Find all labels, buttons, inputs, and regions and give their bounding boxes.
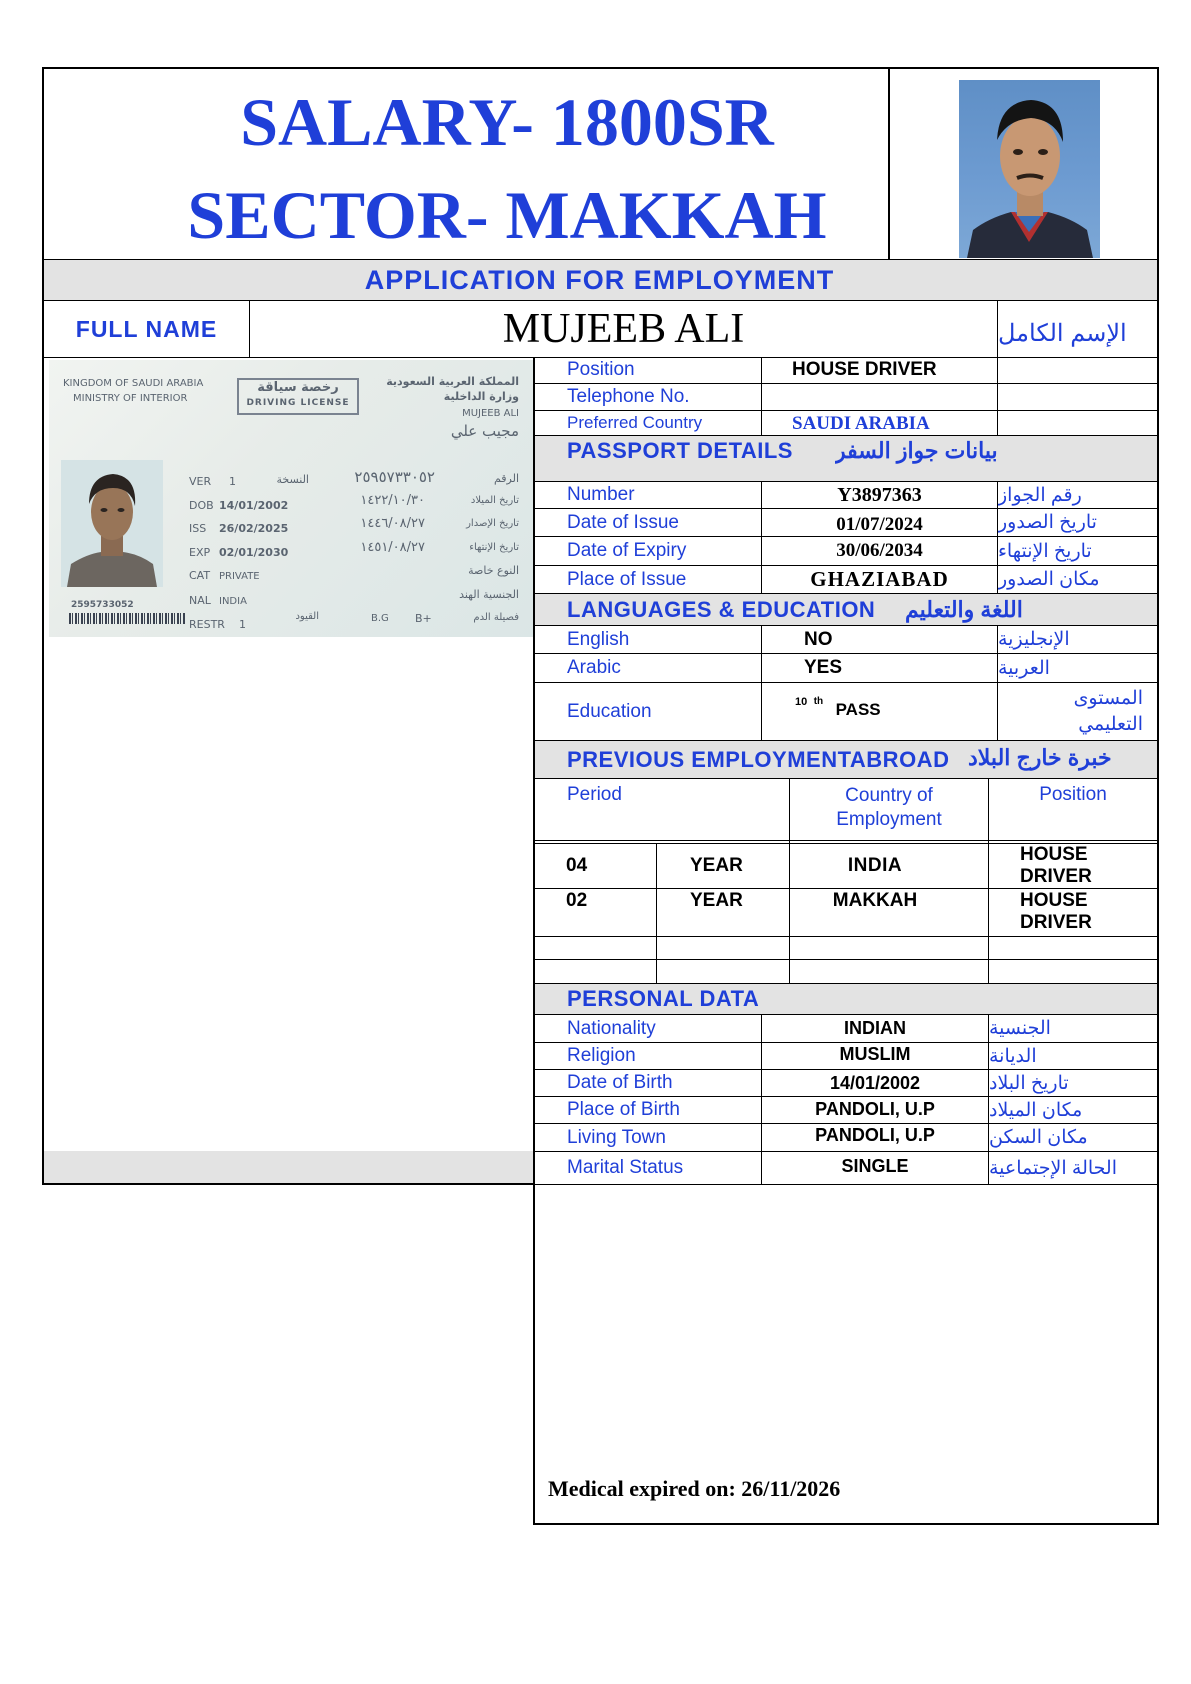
license-dob: 14/01/2002 xyxy=(219,498,289,512)
telephone-label: Telephone No. xyxy=(567,386,690,407)
marital-status-label-ar: الحالة الإجتماعية xyxy=(989,1157,1117,1179)
living-town-label: Living Town xyxy=(567,1126,666,1148)
driving-license-image xyxy=(49,360,533,637)
issue-place-label-ar: مكان الصدور xyxy=(998,569,1100,590)
medical-expiry-note: Medical expired on: 26/11/2026 xyxy=(548,1476,841,1501)
issue-place-value: GHAZIABAD xyxy=(810,567,949,591)
full-name-label: FULL NAME xyxy=(75,315,218,342)
country-label: Preferred Country xyxy=(567,413,703,432)
license-name: MUJEEB ALI xyxy=(462,408,519,419)
employment-row-2-unit: YEAR xyxy=(690,890,743,911)
religion-label: Religion xyxy=(567,1045,636,1066)
education-value xyxy=(795,696,995,724)
salary-heading: SALARY- 1800SR xyxy=(240,84,774,160)
country-column-header-line2: Employment xyxy=(836,809,942,830)
full-name-label-ar: الإسم الكامل xyxy=(998,320,1127,347)
license-exp-hijri: ١٤٥١/٠٨/٢٧ xyxy=(360,540,425,555)
passport-section-title-ar: بيانات جواز السفر xyxy=(835,438,998,463)
living-town-label-ar: مكان السكن xyxy=(989,1127,1088,1148)
license-photo xyxy=(61,460,163,587)
position-column-header: Position xyxy=(1039,784,1107,805)
full-name-value: MUJEEB ALI xyxy=(502,306,745,352)
license-title-en: DRIVING LICENSE xyxy=(246,398,350,408)
employment-row-1-position-line1: HOUSE xyxy=(1020,844,1088,865)
education-label-ar-2: التعليمي xyxy=(1078,714,1143,735)
employment-row-2-position xyxy=(1020,890,1092,934)
applicant-photo xyxy=(959,80,1100,258)
license-id-ar: ٢٥٩٥٧٣٣٠٥٢ xyxy=(354,468,435,486)
license-ministry: MINISTRY OF INTERIOR xyxy=(73,393,188,404)
license-iss: 26/02/2025 xyxy=(219,522,289,535)
license-country: KINGDOM OF SAUDI ARABIA xyxy=(63,378,204,389)
employment-row-1-unit: YEAR xyxy=(690,855,743,876)
license-cat-ar: النوع خاصة xyxy=(468,564,519,577)
education-label-ar-1: المستوى xyxy=(1073,688,1143,709)
license-restr-ar: القيود xyxy=(295,611,319,622)
birth-date-value: 14/01/2002 xyxy=(829,1072,921,1093)
employment-row-2-country: MAKKAH xyxy=(832,890,918,911)
nationality-label: Nationality xyxy=(567,1017,656,1039)
position-label: Position xyxy=(567,359,635,380)
languages-section-title-ar: اللغة والتعليم xyxy=(905,596,1023,622)
english-label-ar: الإنجليزية xyxy=(998,629,1070,650)
telephone-value xyxy=(762,384,997,410)
employment-row-1-period: 04 xyxy=(566,855,588,876)
license-kingdom-ar: المملكة العربية السعودية xyxy=(386,375,519,388)
license-dob-ar: تاريخ الميلاد xyxy=(470,495,519,506)
license-restr-label: RESTR xyxy=(189,618,225,631)
sector-heading: SECTOR- MAKKAH xyxy=(187,177,827,253)
employment-row-2-position-line2: DRIVER xyxy=(1020,912,1092,933)
license-exp-label: EXP xyxy=(189,545,211,559)
expiry-date-label-ar: تاريخ الإنتهاء xyxy=(998,540,1092,562)
issue-date-label-ar: تاريخ الصدور xyxy=(998,512,1097,533)
education-grade: 10 xyxy=(795,696,808,708)
employment-row-2-period: 02 xyxy=(566,890,588,911)
license-ver-ar: النسخة xyxy=(276,473,309,486)
education-result: PASS xyxy=(835,700,881,719)
education-label: Education xyxy=(567,700,652,722)
license-ver: 1 xyxy=(229,475,236,488)
license-nal: INDIA xyxy=(219,595,247,607)
license-barcode xyxy=(69,613,185,624)
living-town-value: PANDOLI, U.P xyxy=(815,1125,935,1145)
position-value: HOUSE DRIVER xyxy=(792,359,937,380)
license-id-label-ar: الرقم xyxy=(493,472,519,485)
employment-row-1-position-line2: DRIVER xyxy=(1020,866,1092,887)
english-value: NO xyxy=(804,628,833,650)
employment-row-1-country: INDIA xyxy=(847,855,903,876)
license-iss-ar: تاريخ الإصدار xyxy=(466,518,519,529)
passport-number-value: Y3897363 xyxy=(837,483,922,506)
country-column-header xyxy=(790,784,988,832)
issue-date-value: 01/07/2024 xyxy=(836,513,923,535)
arabic-label: Arabic xyxy=(567,657,621,678)
license-ministry-ar: وزارة الداخلية xyxy=(443,390,519,403)
country-column-header-line1: Country of xyxy=(845,785,933,806)
license-name-ar: مجيب علي xyxy=(450,422,519,440)
marital-status-value: SINGLE xyxy=(841,1155,909,1176)
license-bg-ar: فصيلة الدم xyxy=(473,612,519,623)
employment-section-title: PREVIOUS EMPLOYMENTABROAD xyxy=(567,746,950,772)
license-exp: 02/01/2030 xyxy=(219,545,289,559)
nationality-value: INDIAN xyxy=(844,1018,906,1038)
birth-place-label: Place of Birth xyxy=(567,1099,680,1120)
license-iss-label: ISS xyxy=(189,522,207,535)
license-barcode-number: 2595733052 xyxy=(71,600,134,610)
passport-number-label: Number xyxy=(567,484,635,505)
license-cat-label: CAT xyxy=(189,569,211,582)
license-nal-ar: الجنسية الهند xyxy=(459,588,519,601)
birth-place-label-ar: مكان الميلاد xyxy=(989,1099,1083,1121)
license-dob-label: DOB xyxy=(189,498,214,512)
page-title: APPLICATION FOR EMPLOYMENT xyxy=(364,264,835,295)
birth-date-label-ar: تاريخ البلاد xyxy=(989,1072,1069,1094)
period-column-header: Period xyxy=(567,784,622,805)
license-dob-hijri: ١٤٢٢/١٠/٣٠ xyxy=(360,493,425,508)
arabic-value: YES xyxy=(804,657,843,678)
religion-value: MUSLIM xyxy=(839,1043,911,1064)
license-exp-ar: تاريخ الإنتهاء xyxy=(469,542,519,553)
religion-label-ar: الديانة xyxy=(989,1045,1037,1067)
license-nal-label: NAL xyxy=(189,593,211,607)
issue-place-label: Place of Issue xyxy=(567,568,687,590)
employment-row-1-position xyxy=(1020,844,1092,888)
issue-date-label: Date of Issue xyxy=(567,511,679,533)
birth-date-label: Date of Birth xyxy=(567,1072,673,1093)
license-bg-label: B.G xyxy=(371,613,389,624)
expiry-date-label: Date of Expiry xyxy=(567,540,687,561)
marital-status-label: Marital Status xyxy=(567,1157,684,1178)
personal-section-title: PERSONAL DATA xyxy=(567,986,760,1011)
expiry-date-value: 30/06/2034 xyxy=(836,540,923,561)
birth-place-value: PANDOLI, U.P xyxy=(815,1098,935,1119)
license-bg: B+ xyxy=(415,612,432,625)
license-cat: PRIVATE xyxy=(219,571,260,582)
employment-section-title-ar: خبرة خارج البلاد xyxy=(968,745,1112,770)
license-iss-hijri: ١٤٤٦/٠٨/٢٧ xyxy=(360,516,425,531)
education-grade-suffix: th xyxy=(813,696,824,707)
country-value: SAUDI ARABIA xyxy=(792,413,930,434)
passport-number-label-ar: رقم الجواز xyxy=(998,484,1082,506)
license-title-box xyxy=(237,378,359,415)
employment-row-2-position-line1: HOUSE xyxy=(1020,890,1088,911)
languages-section-title: LANGUAGES & EDUCATION xyxy=(567,596,876,622)
nationality-label-ar: الجنسية xyxy=(989,1018,1051,1039)
arabic-label-ar: العربية xyxy=(998,657,1050,679)
license-restr: 1 xyxy=(239,618,246,631)
passport-section-title: PASSPORT DETAILS xyxy=(567,438,793,463)
license-ver-label: VER xyxy=(189,475,212,488)
license-title-ar: رخصة سياقة xyxy=(257,380,339,395)
english-label: English xyxy=(567,628,630,650)
